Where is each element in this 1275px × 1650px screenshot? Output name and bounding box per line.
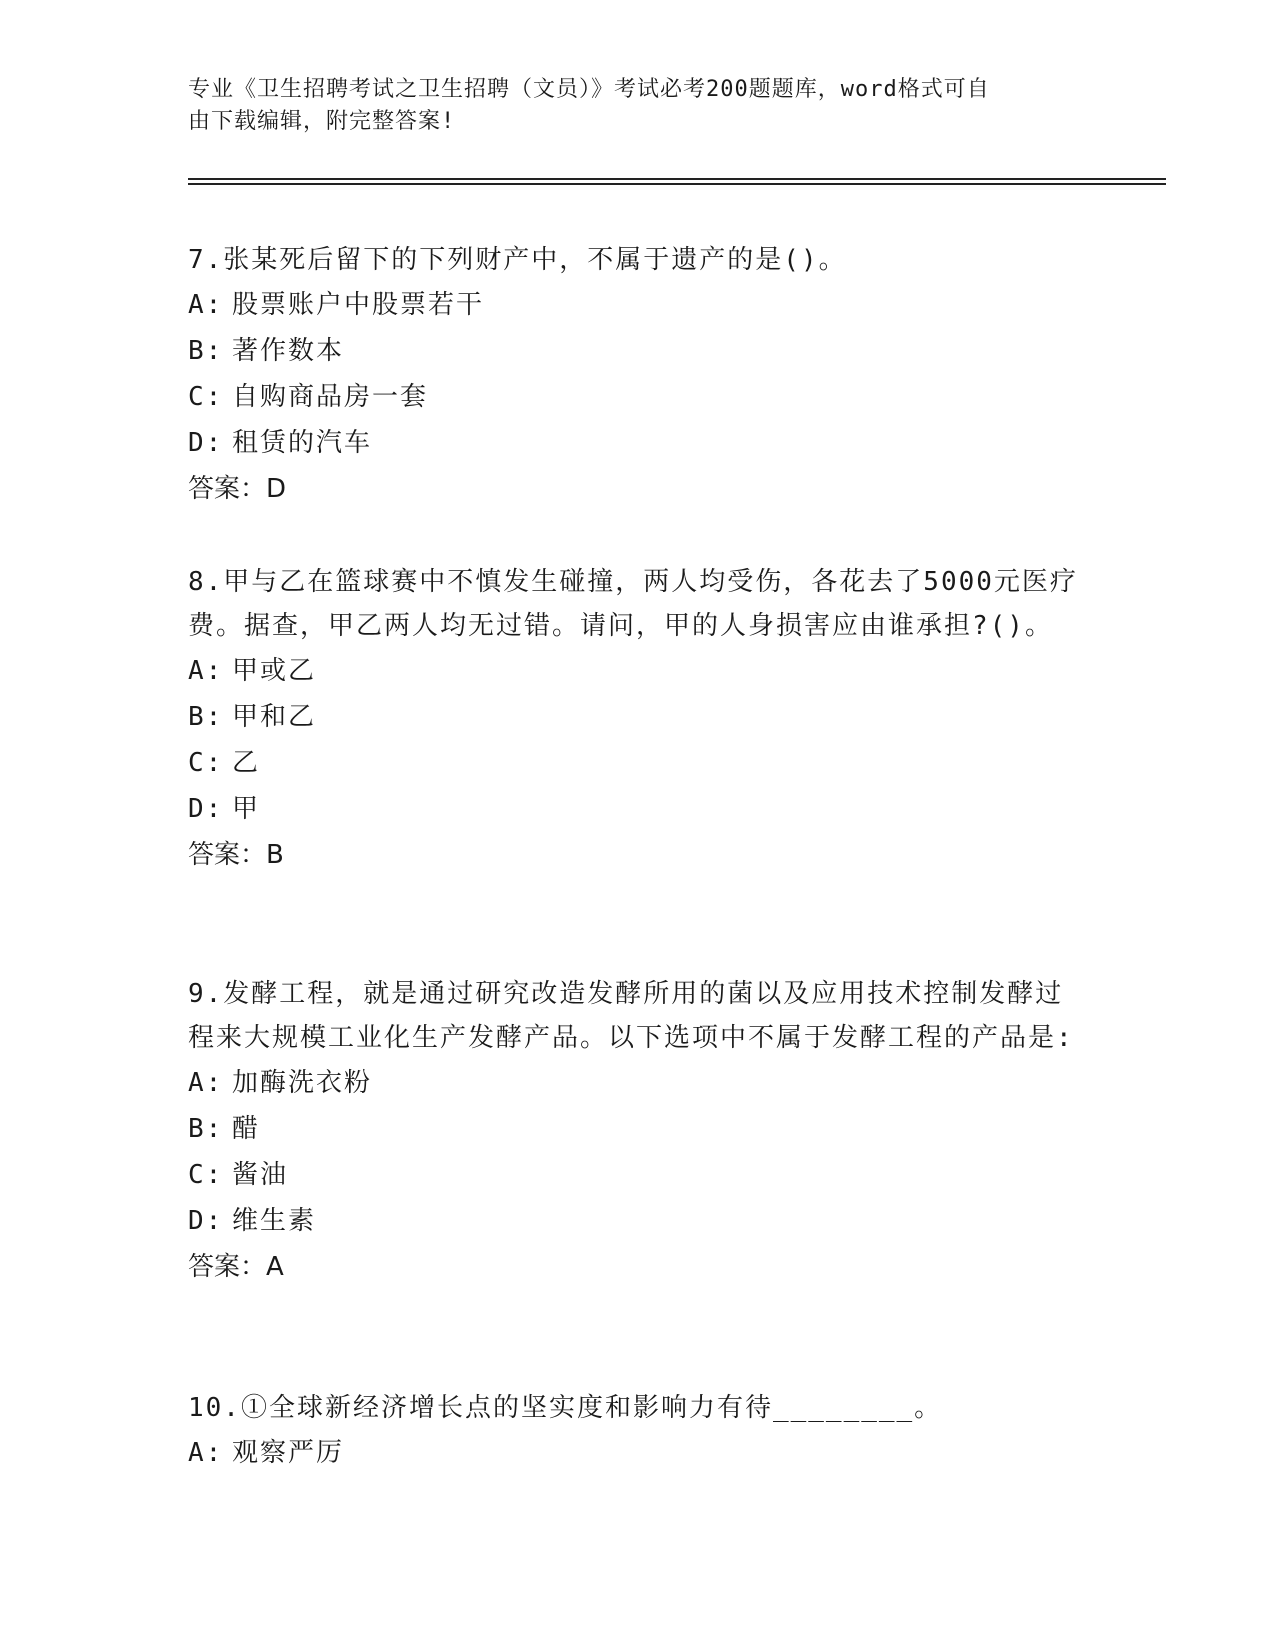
option-text: 维生素 [232, 1206, 317, 1236]
option-text: 甲 [232, 794, 261, 824]
header-divider-bottom [188, 183, 1166, 185]
option-key: C: [188, 748, 224, 778]
answer-line: 答案：A [188, 1252, 284, 1282]
answer-line: 答案：D [188, 474, 287, 504]
option-text: 甲和乙 [232, 702, 317, 732]
question-stem: 10.①全球新经济增长点的坚实度和影响力有待________。 [188, 1393, 943, 1423]
option-text: 自购商品房一套 [232, 382, 429, 412]
option-c [188, 1152, 1088, 1198]
header-line-1: 专业《卫生招聘考试之卫生招聘（文员）》考试必考200题题库，word格式可自 [188, 77, 990, 102]
option-key: C: [188, 382, 224, 412]
option-b [188, 694, 1088, 740]
option-key: D: [188, 1206, 224, 1236]
document-header [188, 74, 1068, 138]
question-10 [188, 1386, 1088, 1476]
option-text: 著作数本 [232, 336, 345, 366]
question-stem: 8.甲与乙在篮球赛中不慎发生碰撞，两人均受伤，各花去了5000元医疗费。据查，甲乙两人均无过错。请问，甲的人身损害应由谁承担?()。 [188, 567, 1078, 641]
option-d [188, 420, 1088, 466]
question-stem: 7.张某死后留下的下列财产中，不属于遗产的是()。 [188, 245, 847, 275]
option-text: 酱油 [232, 1160, 289, 1190]
option-key: A: [188, 1068, 224, 1098]
option-b [188, 1106, 1088, 1152]
option-text: 股票账户中股票若干 [232, 290, 485, 320]
answer-line: 答案：B [188, 840, 284, 870]
header-divider-top [188, 178, 1166, 180]
header-line-2: 由下载编辑，附完整答案! [188, 109, 456, 134]
question-7 [188, 238, 1088, 512]
option-text: 甲或乙 [232, 656, 317, 686]
option-a [188, 1430, 1088, 1476]
option-key: B: [188, 336, 224, 366]
option-key: A: [188, 290, 224, 320]
question-9 [188, 972, 1088, 1290]
option-d [188, 1198, 1088, 1244]
option-d [188, 786, 1088, 832]
question-8 [188, 560, 1088, 878]
option-text: 观察严厉 [232, 1438, 345, 1468]
option-key: D: [188, 794, 224, 824]
option-text: 醋 [232, 1114, 261, 1144]
option-text: 乙 [232, 748, 261, 778]
option-c [188, 740, 1088, 786]
option-key: A: [188, 656, 224, 686]
option-a [188, 648, 1088, 694]
option-c [188, 374, 1088, 420]
option-key: A: [188, 1438, 224, 1468]
option-text: 加酶洗衣粉 [232, 1068, 373, 1098]
option-a [188, 282, 1088, 328]
option-key: C: [188, 1160, 224, 1190]
option-a [188, 1060, 1088, 1106]
option-b [188, 328, 1088, 374]
option-key: D: [188, 428, 224, 458]
option-key: B: [188, 1114, 224, 1144]
option-key: B: [188, 702, 224, 732]
option-text: 租赁的汽车 [232, 428, 373, 458]
question-stem: 9.发酵工程，就是通过研究改造发酵所用的菌以及应用技术控制发酵过程来大规模工业化生产发酵产品。以下选项中不属于发酵工程的产品是: [188, 979, 1074, 1053]
